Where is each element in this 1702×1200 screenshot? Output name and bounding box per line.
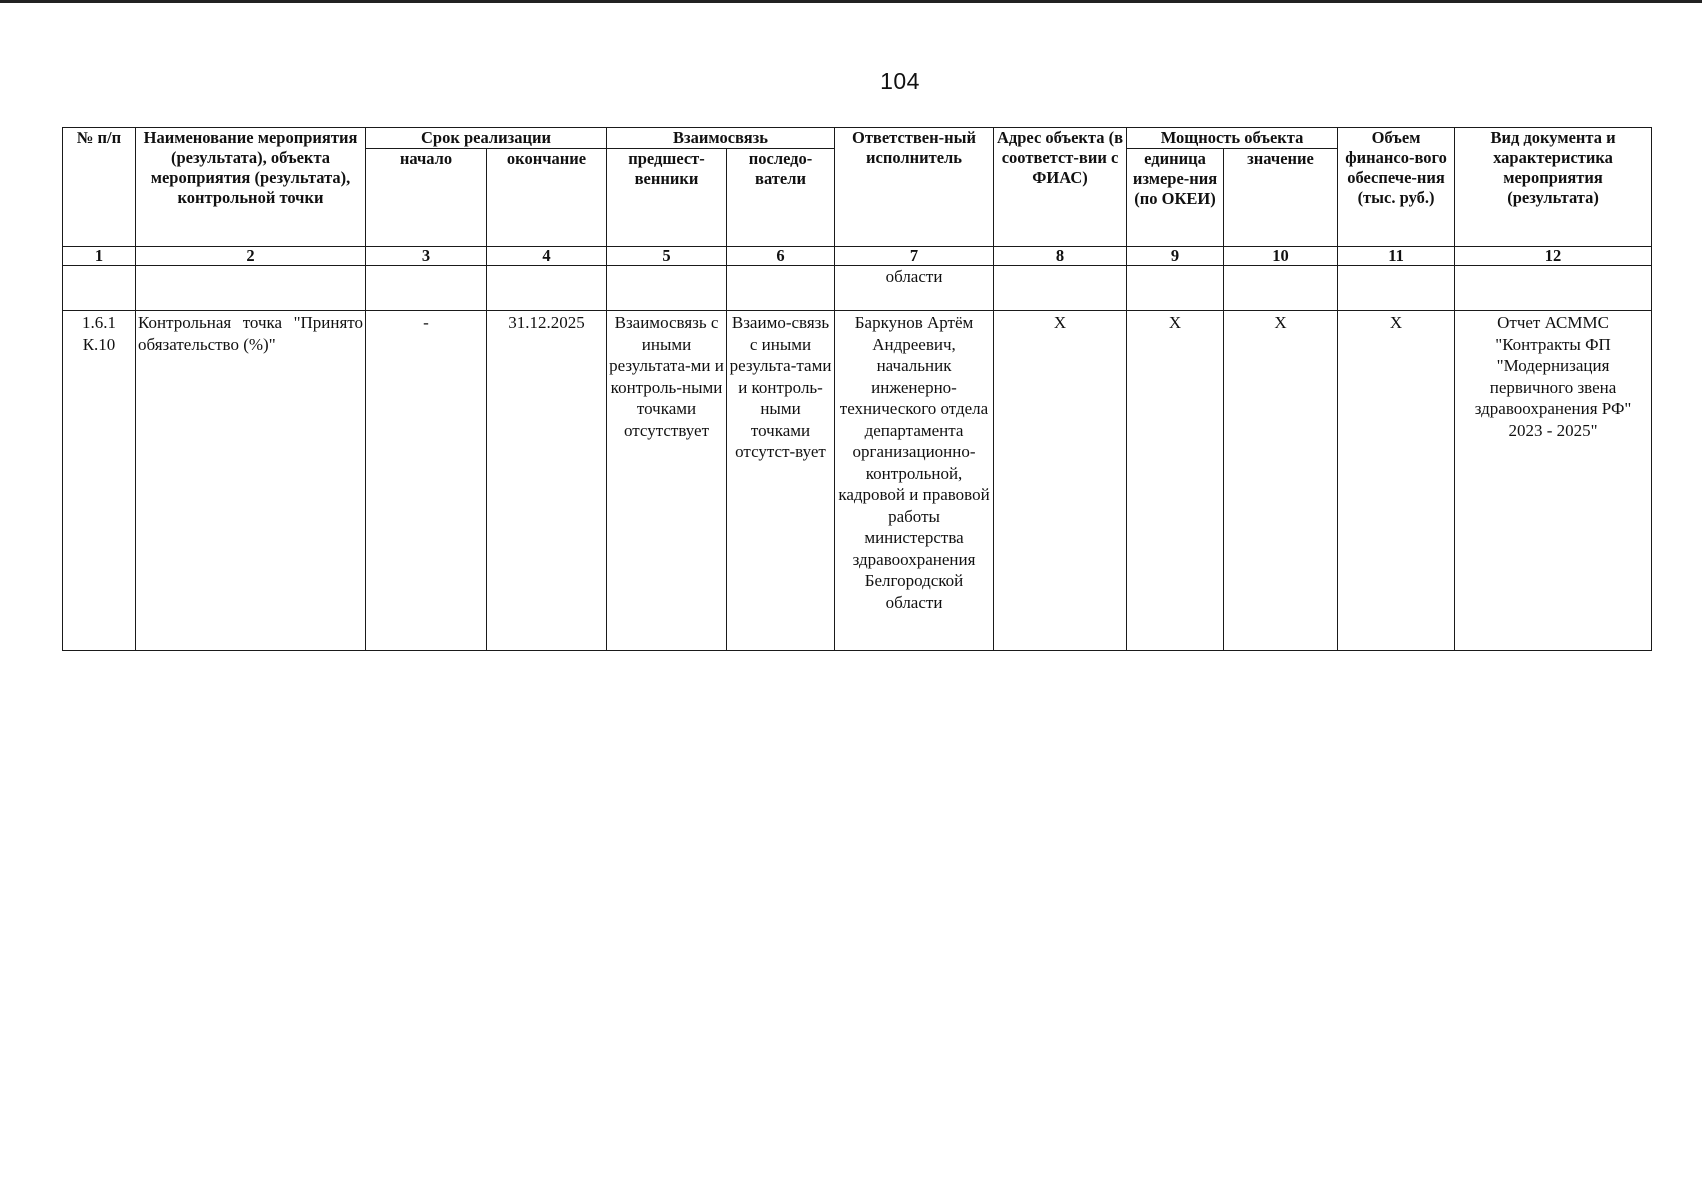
table-cell <box>1338 266 1455 311</box>
table-cell <box>366 266 487 311</box>
header-col-address: Адрес объекта (в соответст-вии с ФИАС) <box>994 128 1127 247</box>
column-number: 6 <box>727 247 835 266</box>
header-col-name: Наименование мероприятия (результата), объекта мероприятия (результата), контрольной точки <box>136 128 366 247</box>
table-cell <box>63 266 136 311</box>
continuation-row <box>63 266 1652 311</box>
row-executor: Баркунов Артём Андреевич, начальник инженерно-технического отдела департамента организационно-контрольной, кадровой и правовой работы министерства здравоохранения Белгородской области <box>835 311 994 651</box>
table-cell <box>1127 266 1224 311</box>
scan-edge-line <box>0 0 1702 3</box>
header-col-executor: Ответствен-ный исполнитель <box>835 128 994 247</box>
row-number: 1.6.1 К.10 <box>63 311 136 651</box>
page-number: 104 <box>880 68 920 94</box>
table-cell <box>1455 266 1652 311</box>
column-number: 1 <box>63 247 136 266</box>
header-col-successors: последо-ватели <box>727 149 835 247</box>
column-number: 3 <box>366 247 487 266</box>
header-row-top <box>63 128 1652 149</box>
row-start: - <box>366 311 487 651</box>
column-number: 12 <box>1455 247 1652 266</box>
table-cell <box>727 266 835 311</box>
header-col-predecessors: предшест-венники <box>607 149 727 247</box>
row-document: Отчет АСММС "Контракты ФП "Модернизация первичного звена здравоохранения РФ" 2023 - 2025" <box>1455 311 1652 651</box>
header-col-financing: Объем финансо-вого обеспече-ния (тыс. руб.) <box>1338 128 1455 247</box>
header-col-value: значение <box>1224 149 1338 247</box>
row-end: 31.12.2025 <box>487 311 607 651</box>
header-col-document: Вид документа и характеристика мероприятия (результата) <box>1455 128 1652 247</box>
plan-table <box>62 127 1652 651</box>
column-numbers-row <box>63 247 1652 266</box>
row-unit: Х <box>1127 311 1224 651</box>
column-number: 8 <box>994 247 1127 266</box>
column-number: 7 <box>835 247 994 266</box>
column-number: 2 <box>136 247 366 266</box>
row-name: Контрольная точка "Принято обязательство (%)" <box>136 311 366 651</box>
column-number: 9 <box>1127 247 1224 266</box>
table-cell <box>487 266 607 311</box>
column-number: 5 <box>607 247 727 266</box>
row-successors: Взаимо-связь с иными результа-тами и контроль-ными точками отсутст-вует <box>727 311 835 651</box>
row-financing: Х <box>1338 311 1455 651</box>
table-row <box>63 311 1652 651</box>
row-value: Х <box>1224 311 1338 651</box>
header-group-mosh: Мощность объекта <box>1127 128 1338 149</box>
header-col-number: № п/п <box>63 128 136 247</box>
table-cell <box>1224 266 1338 311</box>
header-col-end: окончание <box>487 149 607 247</box>
header-col-start: начало <box>366 149 487 247</box>
executor-continuation: области <box>835 266 994 311</box>
header-group-vzaim: Взаимосвязь <box>607 128 835 149</box>
table-cell <box>136 266 366 311</box>
table-cell <box>607 266 727 311</box>
row-address: Х <box>994 311 1127 651</box>
header-col-unit: единица измере-ния (по ОКЕИ) <box>1127 149 1224 247</box>
header-group-srok: Срок реализации <box>366 128 607 149</box>
row-predecessors: Взаимосвязь с иными результата-ми и контроль-ными точками отсутствует <box>607 311 727 651</box>
table-cell <box>994 266 1127 311</box>
column-number: 11 <box>1338 247 1455 266</box>
column-number: 10 <box>1224 247 1338 266</box>
column-number: 4 <box>487 247 607 266</box>
